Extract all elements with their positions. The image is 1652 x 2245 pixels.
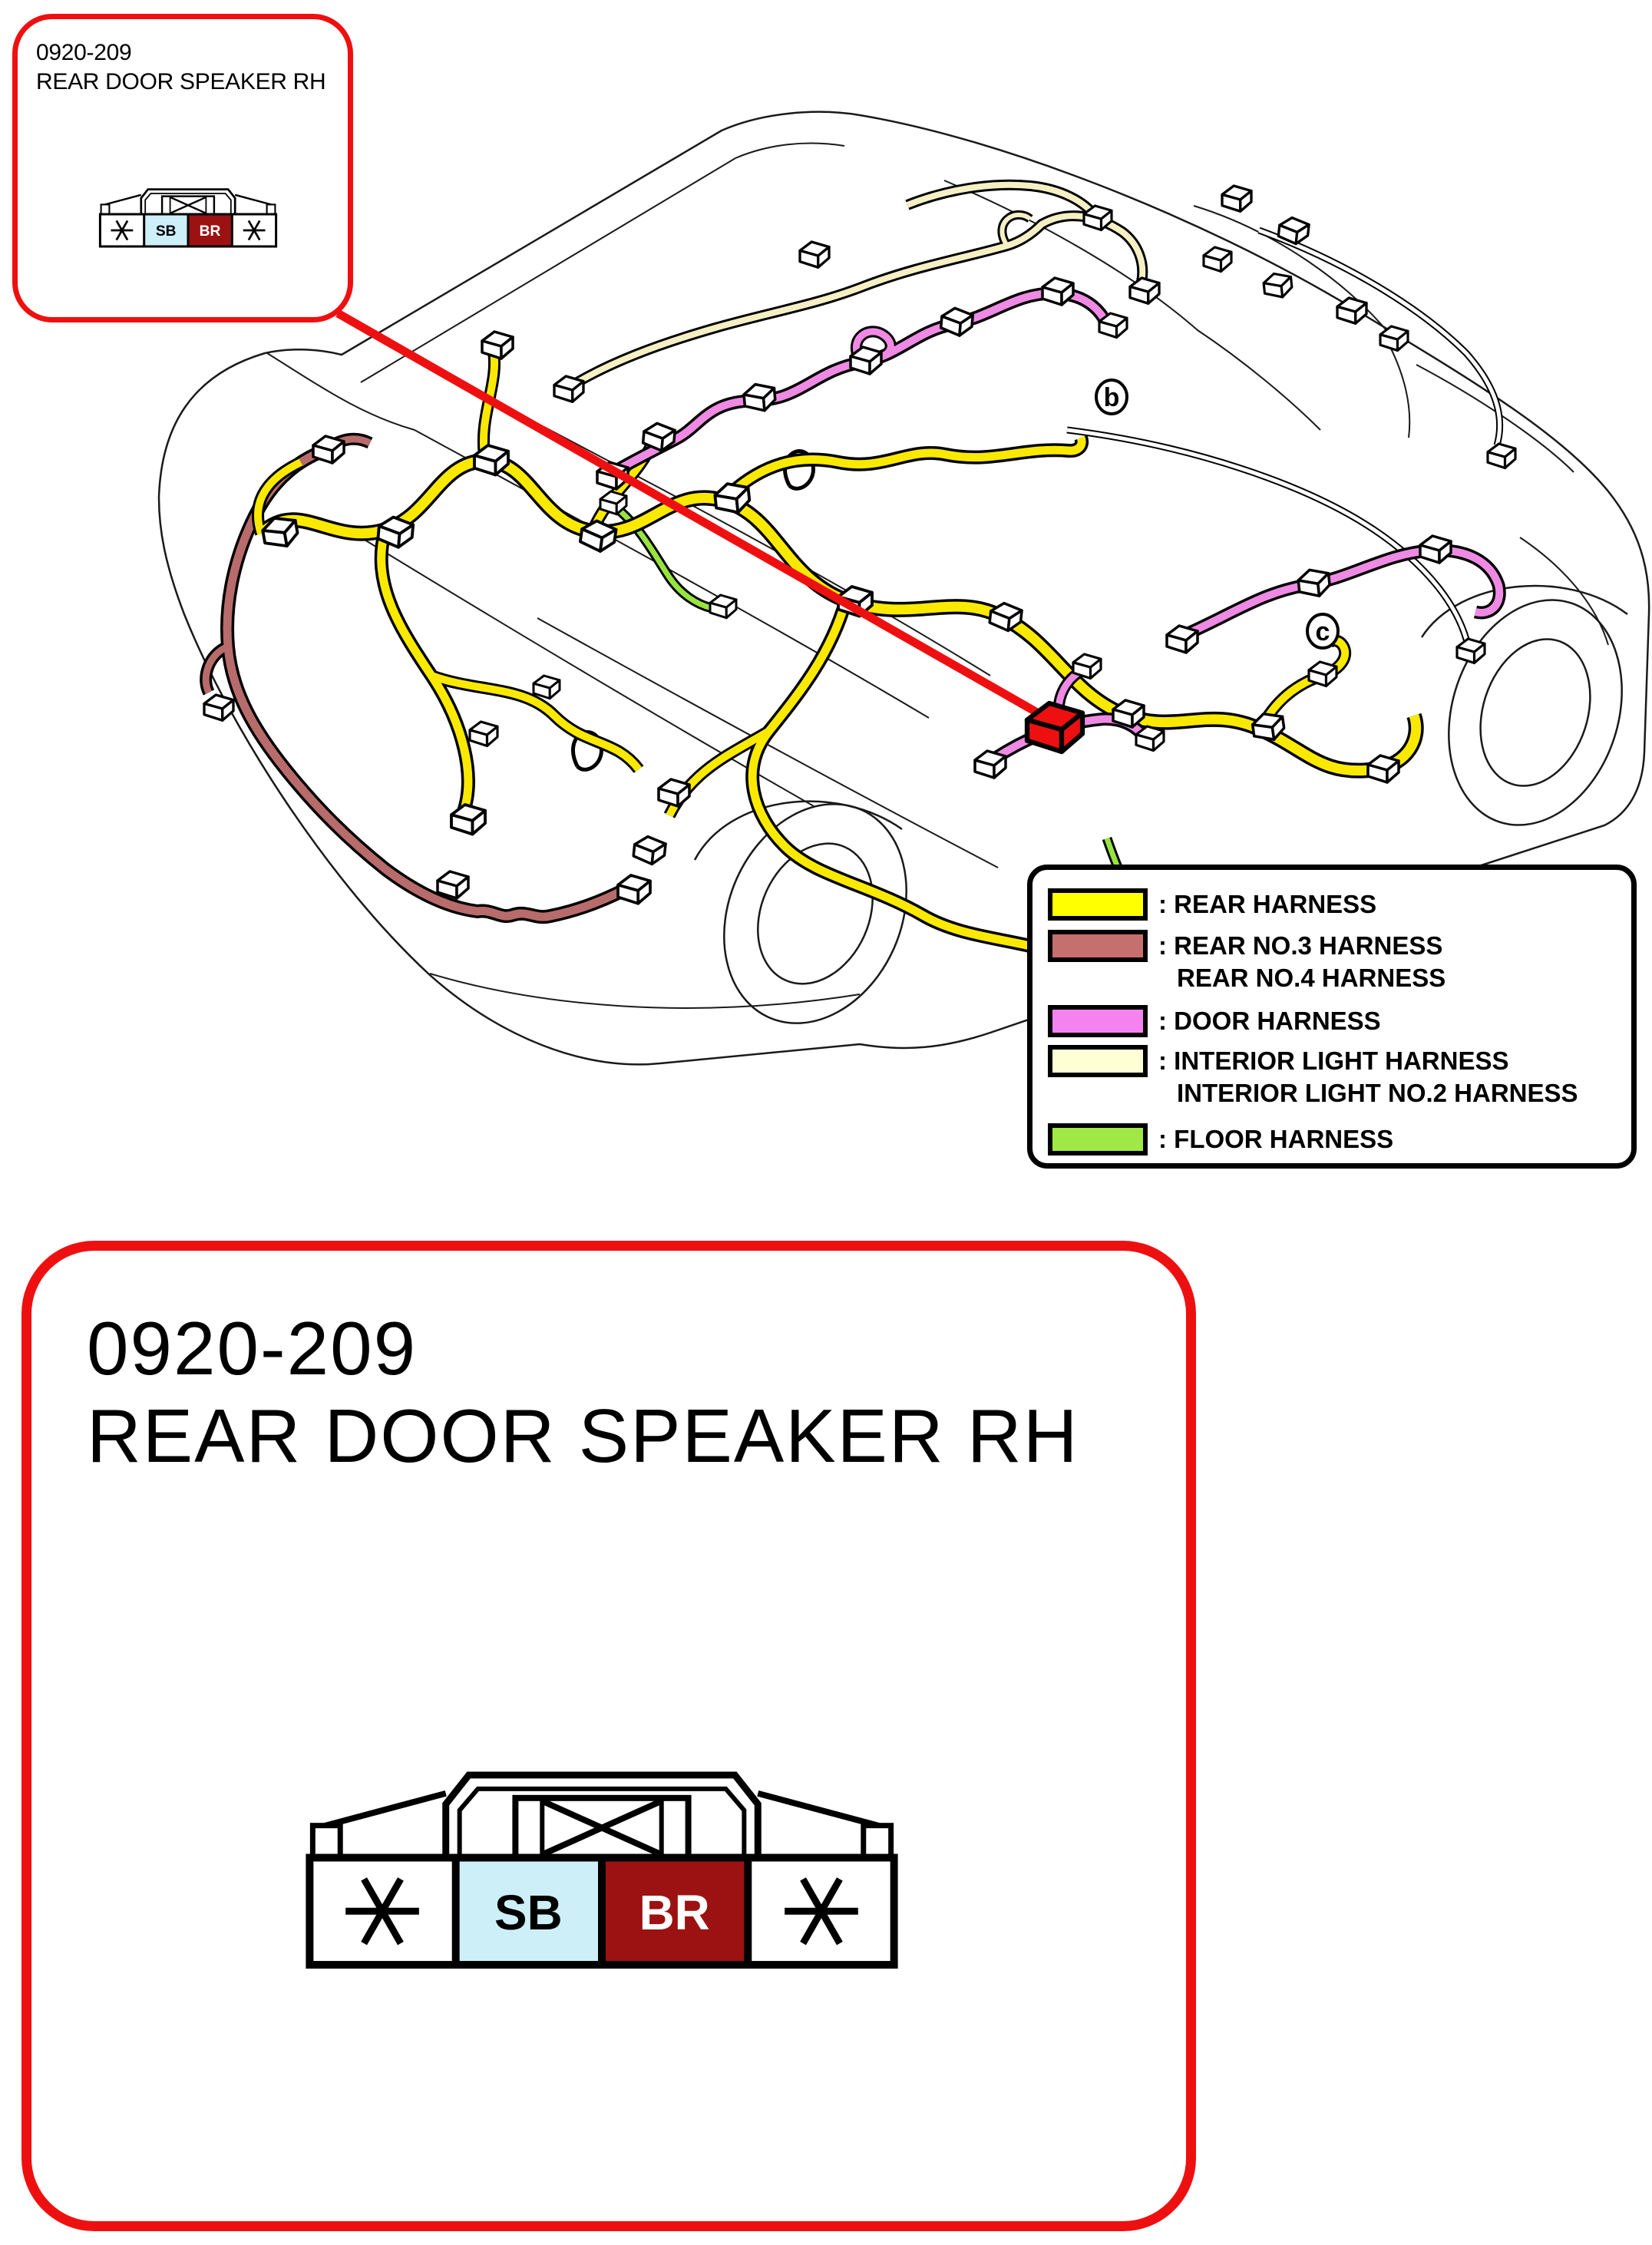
legend-label: : INTERIOR LIGHT HARNESS [1158,1046,1509,1075]
legend-label: : REAR NO.3 HARNESS [1158,931,1443,960]
floor-harness-path [612,504,1126,892]
connector-code: 0920-209 [36,40,132,65]
marker-b-label: b [1103,383,1120,412]
callout-large-text [87,1304,1079,1480]
pin-label-br: BR [639,1885,710,1941]
marker-c [1307,614,1338,648]
legend-item-interior-light [1048,1045,1509,1077]
legend-label-line2: INTERIOR LIGHT NO.2 HARNESS [1177,1079,1578,1107]
legend-item-rear [1048,888,1376,921]
legend-swatch-interior-light [1048,1045,1148,1077]
pin-label-sb: SB [494,1885,563,1941]
legend-swatch-rear [1048,888,1148,921]
connector-name: REAR DOOR SPEAKER RH [36,69,326,94]
legend-item-rear-no34 [1048,930,1442,962]
legend-label-line2: REAR NO.4 HARNESS [1177,964,1446,992]
legend-item-door [1048,1005,1381,1037]
legend-swatch-door [1048,1005,1148,1037]
connector-code: 0920-209 [87,1306,418,1390]
connector-name: REAR DOOR SPEAKER RH [87,1394,1079,1478]
legend-swatch-floor [1048,1123,1148,1156]
legend-label: : DOOR HARNESS [1158,1007,1381,1035]
pin-label-sb: SB [155,223,177,240]
legend-label: : REAR HARNESS [1158,890,1377,918]
marker-c-label: c [1315,617,1330,646]
connector-diagram-small [98,184,278,249]
door-harness-path [605,293,1499,765]
marker-b [1096,380,1127,414]
connector-diagram-large [303,1758,900,1972]
callout-box-large [21,1241,1196,2231]
callout-small-text [36,38,325,97]
pin-label-br: BR [199,223,221,240]
legend-swatch-rear-no34 [1048,930,1148,962]
legend-label: : FLOOR HARNESS [1158,1125,1394,1153]
callout-box-small [12,14,353,322]
legend-item-floor [1048,1123,1393,1156]
legend [1027,865,1637,1169]
